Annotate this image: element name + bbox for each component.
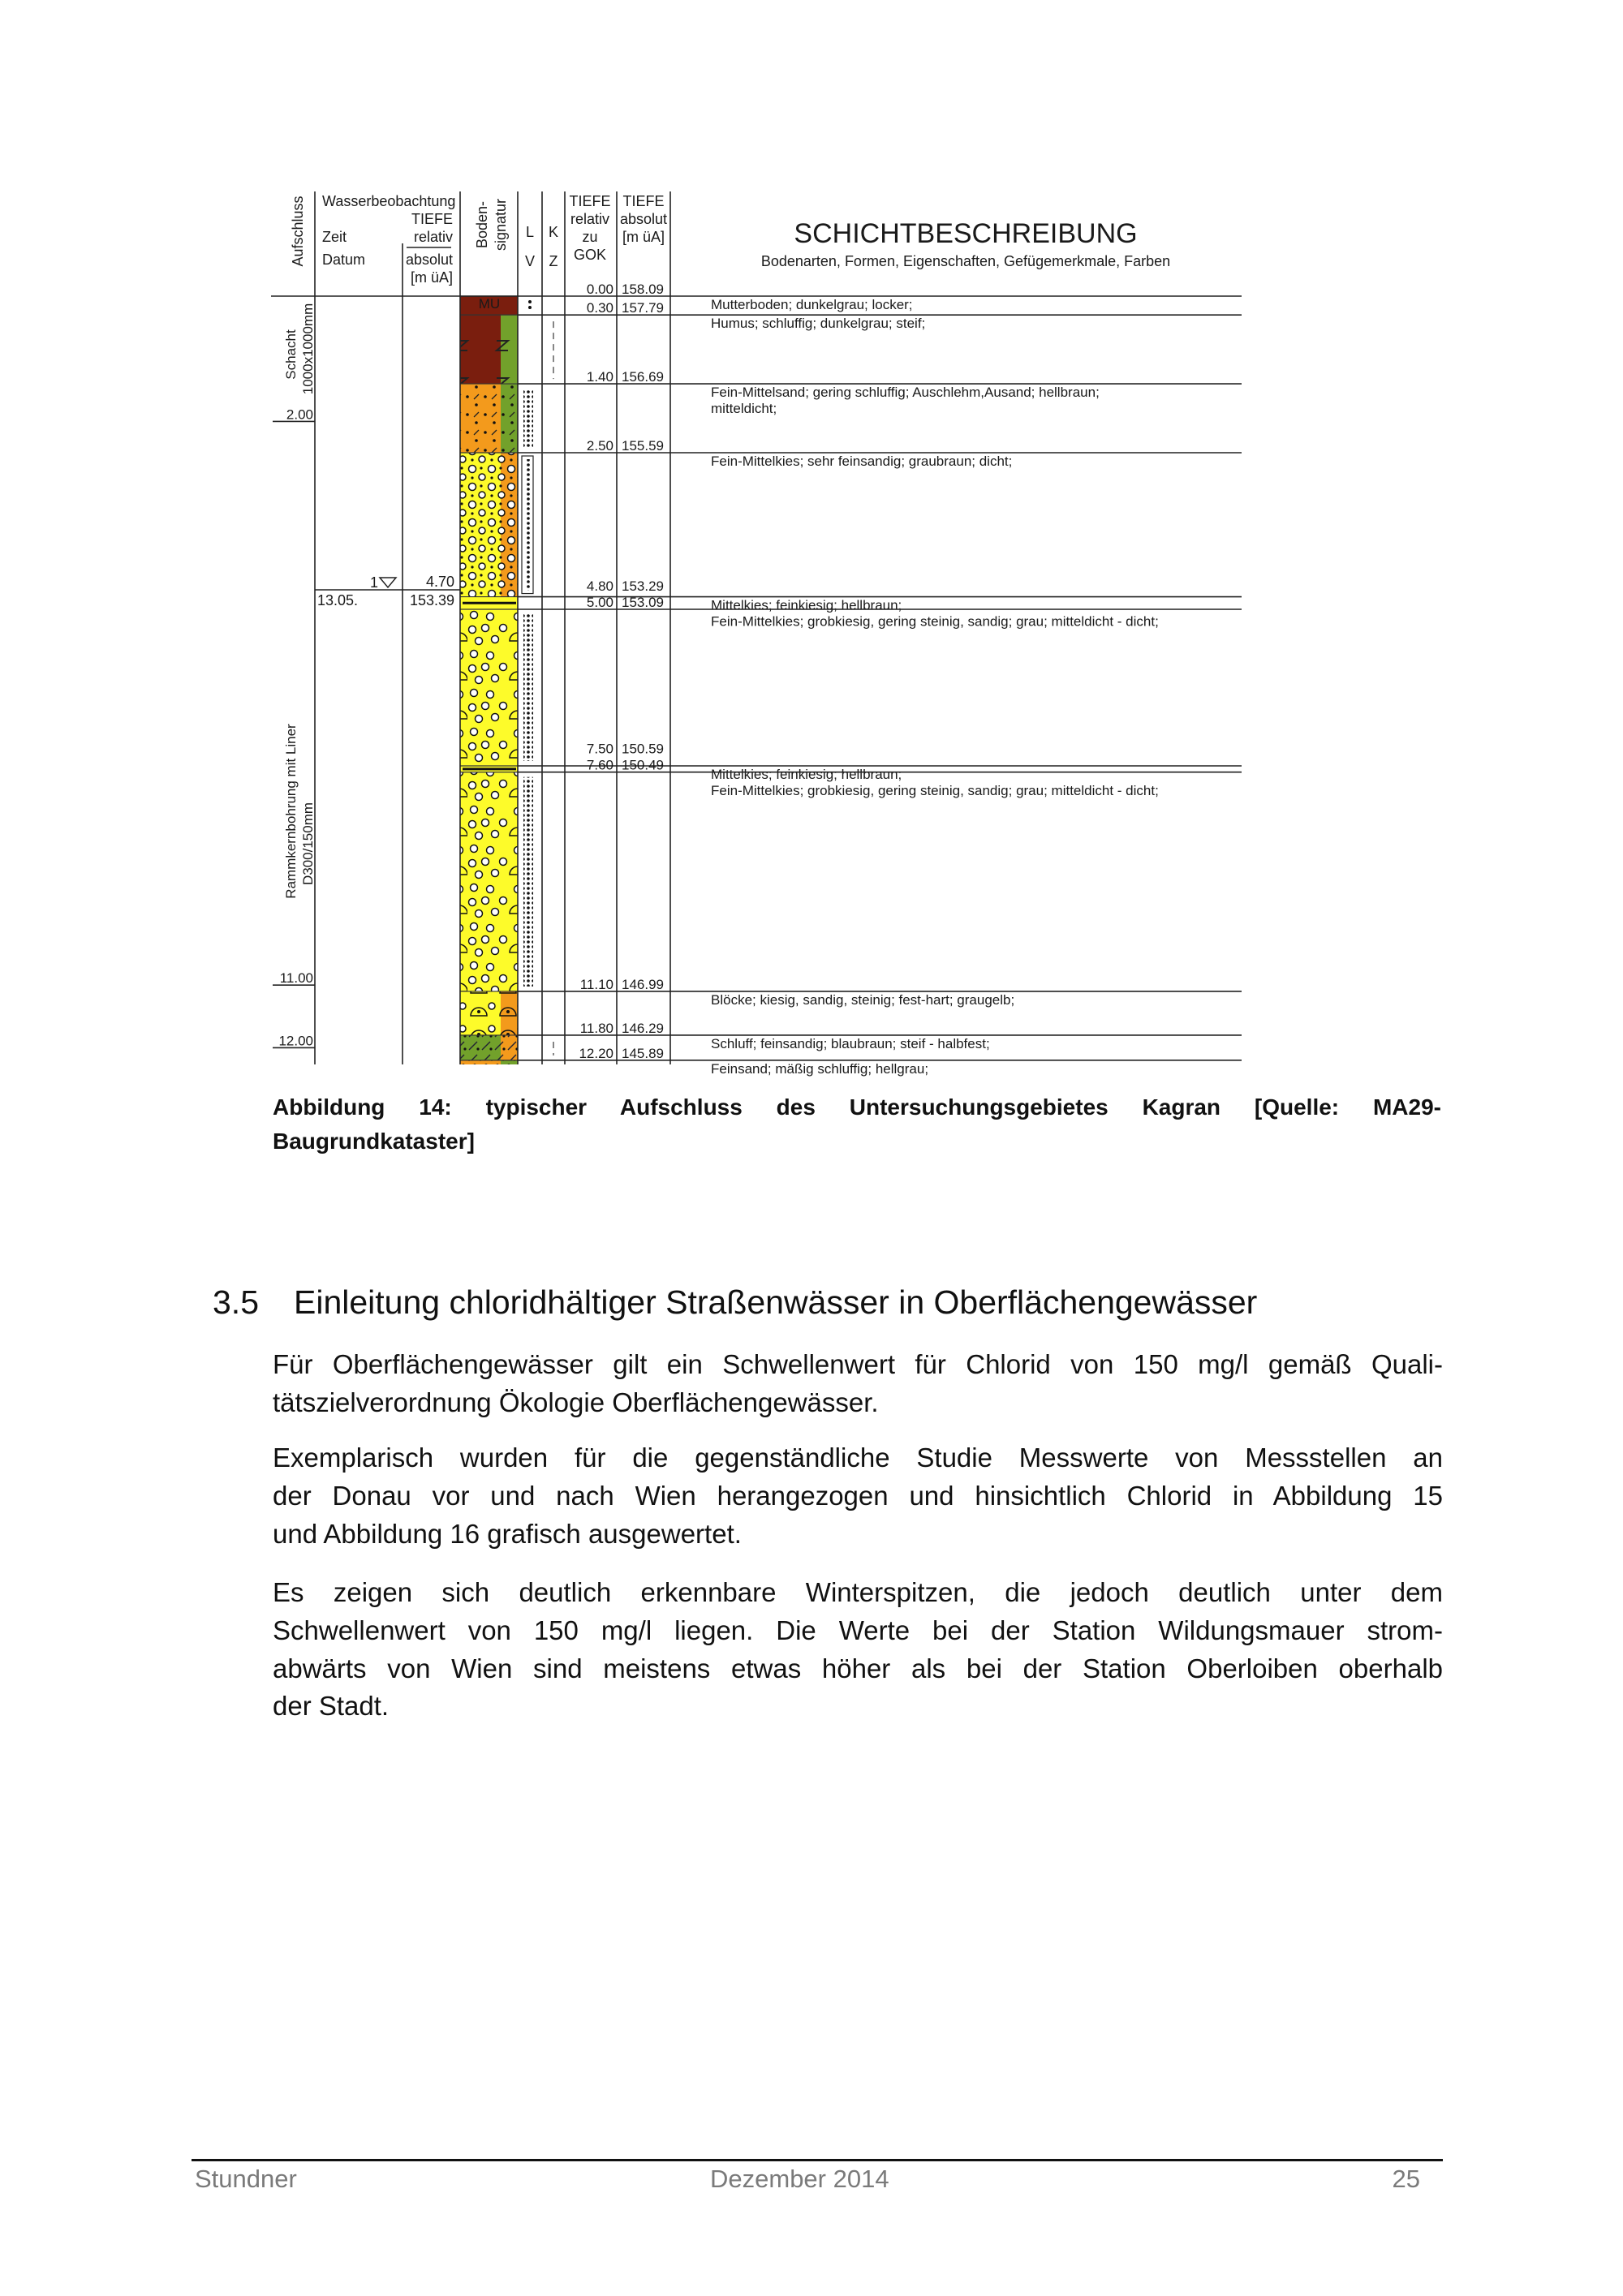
water-level — [315, 574, 460, 608]
aufschluss-bohrung: Rammkernbohrung mit Liner — [283, 724, 299, 899]
borehole-log-figure — [268, 187, 1250, 1086]
soil-pattern-dotslash — [460, 384, 518, 453]
depth-relative: 11.80 — [579, 1020, 613, 1036]
layer-description: Fein-Mittelkies; grobkiesig, gering steinig, sandig; grau; mitteldicht - dicht; — [711, 783, 1159, 798]
paragraph — [273, 1346, 1443, 1422]
depth-absolute: 155.59 — [622, 438, 664, 454]
soil-pattern-gravel — [460, 453, 518, 597]
layer-description: Mutterboden; dunkelgrau; locker; — [711, 297, 913, 312]
depth-absolute: 146.99 — [622, 976, 664, 992]
depth-absolute: 157.79 — [622, 300, 664, 316]
header-tiefe-relativ: TIEFE — [569, 193, 611, 209]
depth-relative: 1.40 — [586, 369, 613, 385]
lv-dots-mark — [523, 389, 533, 448]
scale-label: 12.00 — [278, 1033, 313, 1049]
aufschluss-schacht: Schacht — [283, 329, 299, 380]
lv-dot-mark — [528, 300, 532, 303]
header-zeit: Zeit — [322, 229, 347, 245]
depth-absolute: 156.69 — [622, 369, 664, 385]
header-gok: GOK — [573, 247, 607, 263]
depth-absolute: 153.09 — [622, 595, 664, 610]
depth-absolute: 150.49 — [622, 757, 664, 773]
depth-absolute: 158.09 — [622, 282, 664, 297]
header-k: K — [548, 224, 559, 240]
layer-description: Mittelkies; feinkiesig; hellbraun; — [711, 767, 902, 782]
lv-dots-mark — [523, 777, 533, 987]
depth-relative: 0.30 — [586, 300, 613, 316]
header-unit: [m üA] — [410, 269, 453, 286]
paragraph-line: und Abbildung 16 grafisch ausgewertet. — [273, 1518, 742, 1549]
paragraph — [273, 1574, 1443, 1726]
depth-relative: 12.20 — [579, 1045, 613, 1061]
borehole-log-drawing — [268, 187, 1250, 1086]
header-zu: zu — [582, 229, 598, 245]
header-l: L — [525, 224, 535, 240]
water-abs: 153.39 — [409, 592, 454, 608]
layer-description: Feinsand; mäßig schluffig; hellgrau; — [711, 1060, 929, 1077]
depth-absolute: 150.59 — [622, 741, 664, 757]
header-absolut: absolut — [405, 252, 453, 268]
header-v: V — [524, 253, 536, 269]
header-signatur: signatur — [493, 198, 509, 252]
water-date: 13.05. — [317, 592, 359, 608]
header-tiefe: TIEFE — [411, 211, 453, 227]
header-aufschluss: Aufschluss — [290, 196, 306, 267]
soil-symbol: MU — [478, 296, 501, 312]
paragraph-line: Schwellenwert von 150 mg/l liegen. Die Werte bei der Station Wildungsmauer strom- — [273, 1615, 1443, 1645]
header-tiefe-absolut: TIEFE — [622, 193, 665, 209]
header-z: Z — [549, 253, 558, 269]
section-number: 3.5 — [213, 1283, 259, 1321]
layer-description: Fein-Mittelsand; gering schluffig; Auschlehm,Ausand; hellbraun; — [711, 385, 1100, 401]
soil-pattern-slash — [460, 1035, 518, 1060]
layer-description: Fein-Mittelkies; grobkiesig, gering steinig, sandig; grau; mitteldicht - dicht; — [711, 613, 1159, 630]
aufschluss-bohrung-dim: D300/150mm — [300, 802, 316, 886]
depth-relative: 2.50 — [586, 438, 613, 454]
paragraph-line: tätszielverordnung Ökologie Oberflächengewässer. — [273, 1387, 879, 1417]
water-depth: 4.70 — [425, 574, 454, 590]
lv-dot-mark — [528, 306, 532, 309]
section-heading — [213, 1282, 1257, 1322]
caption-line: Baugrundkataster] — [273, 1129, 475, 1154]
layer-description: Humus; schluffig; dunkelgrau; steif; — [711, 316, 926, 332]
layer-description: Fein-Mittelkies; sehr feinsandig; graubraun; dicht; — [711, 454, 1013, 469]
figure-subtitle: Bodenarten, Formen, Eigenschaften, Gefügemerkmale, Farben — [760, 253, 1171, 269]
aufschluss-schacht-dim: 1000x1000mm — [300, 303, 316, 395]
water-level-triangle-icon — [380, 578, 396, 587]
paragraph-line: Es zeigen sich deutlich erkennbare Winterspitzen, die jedoch deutlich unter dem — [273, 1577, 1443, 1607]
scale-label: 11.00 — [279, 970, 313, 987]
soil-pattern-gravelstone — [460, 772, 518, 991]
paragraph-line: der Donau vor und nach Wien herangezogen und hinsichtlich Chlorid in Abbildung 15 — [273, 1480, 1443, 1511]
paragraph-line: abwärts von Wien sind meistens etwas höher als bei der Station Oberloiben oberhalb — [273, 1653, 1443, 1683]
layer-description: mitteldicht; — [711, 401, 777, 417]
header-boden: Boden- — [474, 200, 490, 249]
header-wasserbeobachtung: Wasserbeobachtung — [322, 193, 456, 209]
paragraph-line: Für Oberflächengewässer gilt ein Schwellenwert für Chlorid von 150 mg/l gemäß Quali- — [273, 1349, 1443, 1379]
depth-relative: 11.10 — [579, 976, 613, 992]
depth-relative: 0.00 — [586, 282, 613, 297]
footer-page-number: 25 — [1392, 2165, 1420, 2193]
paragraph-line: der Stadt. — [273, 1691, 390, 1722]
lv-dots-mark — [523, 614, 533, 761]
footer-author: Stundner — [195, 2165, 297, 2193]
depth-absolute: 145.89 — [622, 1045, 664, 1061]
layer-description: Mittelkies; feinkiesig; hellbraun; — [711, 597, 902, 613]
soil-pattern-z — [460, 315, 518, 384]
depth-relative: 4.80 — [586, 578, 613, 594]
scale-label: 2.00 — [286, 406, 313, 423]
depth-absolute: 153.29 — [622, 578, 664, 594]
figure-caption — [273, 1090, 1441, 1159]
layer-description: Blöcke; kiesig, sandig, steinig; fest-hart; graugelb; — [711, 991, 1015, 1008]
footer-date: Dezember 2014 — [710, 2165, 889, 2193]
header-absolut-2: absolut — [619, 211, 668, 227]
header-relativ-2: relativ — [570, 211, 610, 227]
lv-dots-mark — [525, 459, 530, 591]
depth-relative: 7.50 — [586, 741, 613, 757]
depth-relative: 7.60 — [586, 757, 613, 773]
header-unit-2: [m üA] — [622, 229, 665, 245]
depth-relative: 5.00 — [586, 595, 613, 610]
soil-pattern-dots — [460, 1060, 518, 1064]
caption-line: Abbildung 14: typischer Aufschluss des Untersuchungsgebietes Kagran [Quelle: MA29- — [273, 1094, 1441, 1120]
soil-pattern-blocks — [460, 991, 518, 1035]
figure-title: SCHICHTBESCHREIBUNG — [794, 218, 1138, 249]
paragraph — [273, 1439, 1443, 1553]
paragraph-line: Exemplarisch wurden für die gegenständliche Studie Messwerte von Messstellen an — [273, 1443, 1443, 1473]
soil-pattern-gravelstone — [460, 609, 518, 766]
header-relativ: relativ — [413, 229, 453, 245]
depth-absolute: 146.29 — [622, 1020, 664, 1036]
section-title: Einleitung chloridhältiger Straßenwässer in Oberflächengewässer — [294, 1283, 1258, 1321]
layer-description: Schluff; feinsandig; blaubraun; steif - halbfest; — [711, 1035, 990, 1051]
header-datum: Datum — [322, 252, 366, 268]
water-index: 1 — [369, 574, 378, 591]
